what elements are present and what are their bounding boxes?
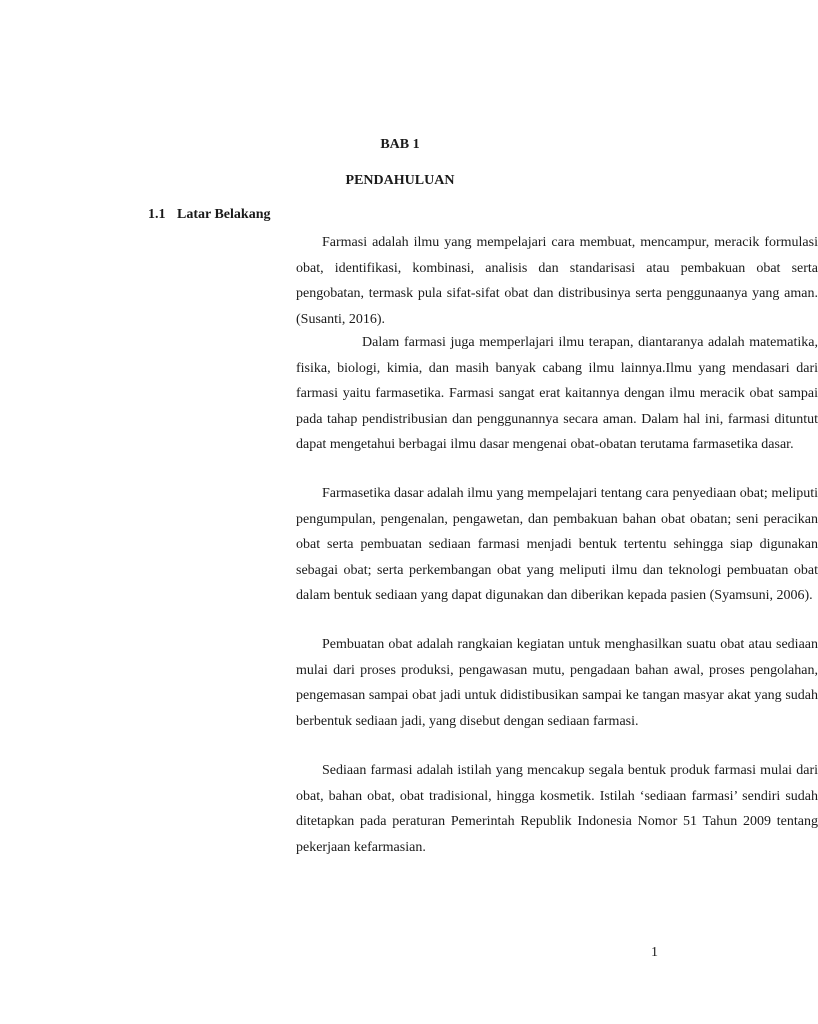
page-number: 1	[651, 945, 658, 960]
paragraph: Farmasetika dasar adalah ilmu yang mempelajari tentang cara penyediaan obat; meliputi pengumpulan, pengenalan, pengawetan, dan pembakuan bahan obat obatan; seni peracikan obat serta pembuatan sediaan farmasi menjadi bentuk tertentu sehingga siap digunakan sebagai obat; serta perkembangan obat yang meliputi ilmu dan teknologi pembuatan obat dalam bentuk sediaan yang dapat digunakan dan diberikan kepada pasien (Syamsuni, 2006).	[296, 486, 818, 603]
paragraph: Pembuatan obat adalah rangkaian kegiatan untuk menghasilkan suatu obat atau sediaan mulai dari proses produksi, pengawasan mutu, pengadaan bahan awal, proses pengolahan, pengemasan sampai obat jadi untuk didistibusikan sampai ke tangan masyar akat yang sudah berbentuk sediaan jadi, yang disebut dengan sediaan farmasi.	[296, 637, 818, 729]
paragraph: Dalam farmasi juga memperlajari ilmu terapan, diantaranya adalah matematika, fisika, biologi, kimia, dan masih banyak cabang ilmu lainnya.Ilmu yang mendasari dari farmasi yaitu farmasetika. Farmasi sangat erat kaitannya dengan ilmu meracik obat sampai pada tahap pendistribusian dan penggunannya secara aman. Dalam hal ini, farmasi dituntut dapat mengetahui berbagai ilmu dasar mengenai obat-obatan terutama farmasetika dasar.	[296, 335, 818, 452]
chapter-title: PENDAHULUAN	[345, 173, 455, 188]
section-number: 1.1	[148, 207, 166, 222]
paragraph: Sediaan farmasi adalah istilah yang mencakup segala bentuk produk farmasi mulai dari obat, bahan obat, obat tradisional, hingga kosmetik. Istilah ‘sediaan farmasi’ sendiri sudah ditetapkan pada peraturan Pemerintah Republik Indonesia Nomor 51 Tahun 2009 tentang pekerjaan kefarmasian.	[296, 763, 818, 855]
section-heading	[148, 207, 270, 223]
chapter-label: BAB 1	[380, 137, 420, 152]
section-title: Latar Belakang	[177, 207, 271, 222]
paragraph: Farmasi adalah ilmu yang mempelajari cara membuat, mencampur, meracik formulasi obat, identifikasi, kombinasi, analisis dan standarisasi atau pembakuan obat serta pengobatan, termask pula sifat-sifat obat dan distribusinya serta penggunaanya yang aman. (Susanti, 2016).	[296, 235, 818, 327]
